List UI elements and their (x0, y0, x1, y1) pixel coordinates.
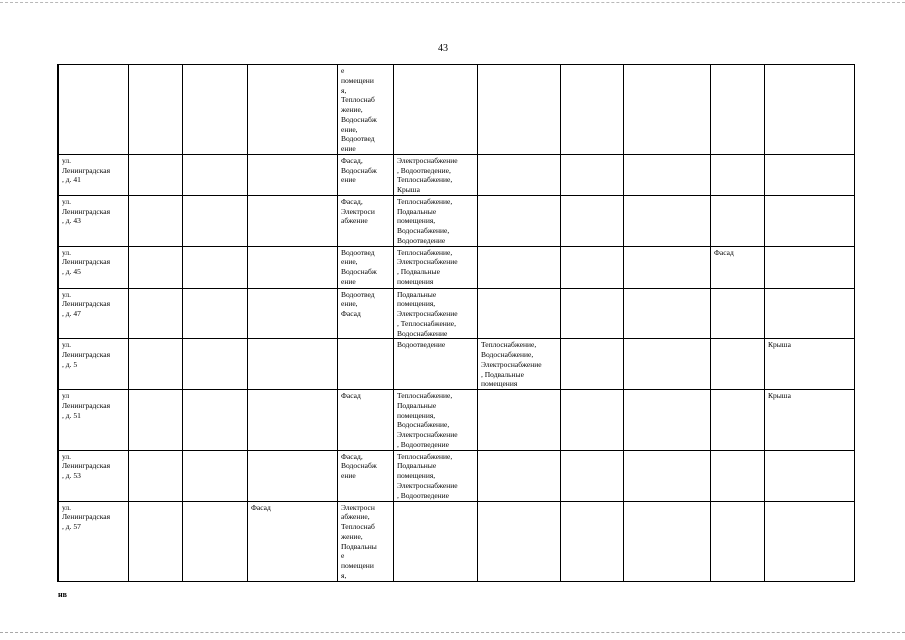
table-cell (248, 450, 338, 501)
table-cell (129, 154, 183, 195)
cell-text: Электроснабжение , Водоотведение, Теплоснабжение, Крыша (397, 155, 458, 194)
table-cell (478, 154, 561, 195)
table-cell (338, 154, 394, 195)
table-cell (394, 390, 478, 451)
table-cell (338, 195, 394, 246)
table-cell (183, 390, 248, 451)
address-cell (59, 195, 129, 246)
table-cell (561, 195, 624, 246)
cell-text (251, 196, 334, 197)
table-cell (129, 246, 183, 288)
table-cell (561, 288, 624, 339)
table-cell (765, 390, 855, 451)
cell-text: Теплоснабжение, Подвальные помещения, Водоснабжение, Водоотведение (397, 196, 453, 245)
table-cell (624, 390, 711, 451)
cell-text (564, 451, 620, 452)
table-cell (183, 339, 248, 390)
cell-text: ул. Ленинградская , д. 47 (62, 289, 111, 318)
cell-text (714, 390, 761, 391)
cell-text (397, 502, 474, 503)
cell-text (481, 289, 557, 290)
cell-text (768, 451, 851, 452)
table-cell (394, 246, 478, 288)
cell-text (627, 155, 707, 156)
cell-text: Фасад (714, 247, 734, 257)
cell-text (564, 196, 620, 197)
cell-text (768, 65, 851, 66)
cell-text (481, 390, 557, 391)
table-cell (248, 246, 338, 288)
cell-text: Водоотвед ение, Водоснабж ение (341, 247, 377, 286)
table-cell (394, 195, 478, 246)
cell-text (186, 339, 244, 340)
cell-text (564, 390, 620, 391)
cell-text (186, 196, 244, 197)
cell-text (627, 339, 707, 340)
table-cell (394, 339, 478, 390)
table-cell (248, 288, 338, 339)
cell-text (251, 155, 334, 156)
cell-text (627, 65, 707, 66)
cell-text (481, 451, 557, 452)
table-cell (129, 339, 183, 390)
cell-text: ул. Ленинградская , д. 53 (62, 451, 111, 480)
table-cell (394, 501, 478, 581)
cell-text: Водоотведение (397, 340, 446, 350)
cell-text (186, 65, 244, 66)
cell-text: Теплоснабжение, Подвальные помещения, Водоснабжение, Электроснабжение , Водоотведение (397, 391, 458, 449)
table-cell (711, 288, 765, 339)
table-row (58, 154, 855, 195)
table-cell (183, 450, 248, 501)
cell-text (251, 247, 334, 248)
cell-text: е помещени я, Теплоснаб жение, Водоснабж ение, Водоотвед ение (341, 66, 377, 153)
table-cell (183, 501, 248, 581)
table-cell (561, 450, 624, 501)
cell-text (714, 155, 761, 156)
cell-text: Теплоснабжение, Электроснабжение , Подвальные помещения (397, 247, 458, 286)
table-cell (561, 65, 624, 155)
cell-text (251, 289, 334, 290)
table-cell (711, 339, 765, 390)
table-cell (338, 65, 394, 155)
table-cell (711, 154, 765, 195)
table-cell (394, 65, 478, 155)
table-cell (624, 195, 711, 246)
table-cell (338, 288, 394, 339)
table-row (58, 246, 855, 288)
cell-text (132, 339, 179, 340)
table-cell (478, 501, 561, 581)
cell-text (132, 247, 179, 248)
table-row (58, 288, 855, 339)
cell-text (564, 247, 620, 248)
table-cell (129, 390, 183, 451)
table-cell (765, 501, 855, 581)
cell-text (186, 502, 244, 503)
table-cell (248, 390, 338, 451)
address-cell (59, 288, 129, 339)
cell-text: Фасад, Электроси абжение (341, 196, 375, 226)
table-row (58, 450, 855, 501)
table-cell (248, 65, 338, 155)
table-cell (338, 450, 394, 501)
table-cell (248, 154, 338, 195)
cell-text (564, 155, 620, 156)
cell-text (251, 339, 334, 340)
table-cell (624, 154, 711, 195)
table-cell (248, 339, 338, 390)
address-cell (59, 450, 129, 501)
cell-text: Водоотвед ение, Фасад (341, 289, 375, 318)
cell-text (341, 339, 390, 340)
table-row (58, 339, 855, 390)
table-cell (711, 246, 765, 288)
cell-text (132, 155, 179, 156)
scan-edge-bottom (0, 632, 905, 633)
cell-text: ул. Ленинградская , д. 57 (62, 502, 111, 531)
table-cell (183, 195, 248, 246)
table-cell (338, 390, 394, 451)
table-cell (624, 65, 711, 155)
cell-text (768, 196, 851, 197)
cell-text: Крыша (768, 340, 791, 350)
cell-text (714, 289, 761, 290)
cell-text (251, 65, 334, 66)
table-cell (765, 195, 855, 246)
cell-text: Теплоснабжение, Водоснабжение, Электроснабжение , Подвальные помещения (481, 340, 542, 389)
cell-text (627, 247, 707, 248)
table-cell (478, 195, 561, 246)
scan-edge-top (0, 2, 905, 3)
cell-text (564, 339, 620, 340)
cell-text (132, 451, 179, 452)
table-cell (561, 390, 624, 451)
table-cell (624, 288, 711, 339)
cell-text (251, 390, 334, 391)
cell-text: ул. Ленинградская , д. 41 (62, 155, 111, 185)
table-cell (478, 288, 561, 339)
cell-text: Фасад, Водоснабж ение (341, 451, 377, 480)
cell-text (768, 155, 851, 156)
table-row (58, 195, 855, 246)
table-cell (183, 154, 248, 195)
table-cell (561, 339, 624, 390)
cell-text: Фасад, Водоснабж ение (341, 155, 377, 185)
table-cell (478, 450, 561, 501)
cell-text (714, 451, 761, 452)
address-cell (59, 65, 129, 155)
cell-text: ул Ленинградская , д. 51 (62, 391, 111, 420)
cell-text (397, 65, 474, 66)
table-cell (765, 65, 855, 155)
cell-text (186, 390, 244, 391)
table-cell (624, 450, 711, 501)
table-cell (183, 246, 248, 288)
cell-text (481, 155, 557, 156)
cell-text: ул. Ленинградская , д. 5 (62, 340, 111, 369)
cell-text: Теплоснабжение, Подвальные помещения, Электроснабжение , Водоотведение (397, 451, 458, 500)
table-cell (183, 65, 248, 155)
table-cell (129, 450, 183, 501)
table-cell (624, 246, 711, 288)
table-cell (394, 154, 478, 195)
table-cell (394, 450, 478, 501)
repair-schedule-table (57, 64, 855, 582)
cell-text (62, 65, 125, 66)
cell-text (186, 247, 244, 248)
cell-text (132, 196, 179, 197)
table-cell (183, 288, 248, 339)
cell-text: ул. Ленинградская , д. 45 (62, 247, 111, 276)
table-cell (129, 65, 183, 155)
table-cell (765, 450, 855, 501)
table-cell (394, 288, 478, 339)
cell-text (627, 451, 707, 452)
table-cell (129, 195, 183, 246)
cell-text (564, 289, 620, 290)
table-cell (765, 339, 855, 390)
cell-text (132, 289, 179, 290)
table-cell (765, 154, 855, 195)
cell-text (714, 502, 761, 503)
cell-text (714, 339, 761, 340)
cell-text: Фасад (341, 391, 361, 400)
table-cell (129, 288, 183, 339)
cell-text (768, 289, 851, 290)
table-cell (624, 339, 711, 390)
table-cell (765, 246, 855, 288)
cell-text: Подвальные помещения, Электроснабжение , Теплоснабжение, Водоснабжение (397, 289, 458, 338)
cell-text (186, 289, 244, 290)
cell-text (481, 502, 557, 503)
cell-text (186, 451, 244, 452)
table-cell (711, 65, 765, 155)
cell-text (714, 65, 761, 66)
footer-note: нв (58, 590, 67, 599)
cell-text (627, 289, 707, 290)
table-cell (561, 501, 624, 581)
table-cell (248, 195, 338, 246)
cell-text (768, 247, 851, 248)
table-cell (338, 501, 394, 581)
table-cell (711, 501, 765, 581)
table-row (58, 390, 855, 451)
table-cell (338, 246, 394, 288)
cell-text (627, 196, 707, 197)
cell-text (627, 390, 707, 391)
table-cell (478, 246, 561, 288)
table-row (58, 501, 855, 581)
table-cell (129, 501, 183, 581)
cell-text (564, 502, 620, 503)
table-cell (478, 390, 561, 451)
address-cell (59, 501, 129, 581)
cell-text (186, 155, 244, 156)
table-cell (478, 339, 561, 390)
cell-text: Крыша (768, 391, 791, 400)
cell-text (132, 502, 179, 503)
table-cell (338, 339, 394, 390)
table-cell (624, 501, 711, 581)
cell-text (768, 502, 851, 503)
page-number: 43 (438, 43, 448, 54)
address-cell (59, 246, 129, 288)
table-cell (711, 390, 765, 451)
cell-text (481, 196, 557, 197)
cell-text: Фасад (251, 502, 271, 512)
cell-text (481, 247, 557, 248)
table-cell (765, 288, 855, 339)
cell-text (714, 196, 761, 197)
address-cell (59, 154, 129, 195)
table-cell (561, 154, 624, 195)
table-cell (711, 450, 765, 501)
address-cell (59, 339, 129, 390)
table-row (58, 65, 855, 155)
table-cell (711, 195, 765, 246)
cell-text (481, 65, 557, 66)
cell-text (627, 502, 707, 503)
table-cell (248, 501, 338, 581)
table-cell (478, 65, 561, 155)
address-cell (59, 390, 129, 451)
cell-text (251, 451, 334, 452)
cell-text (132, 65, 179, 66)
cell-text: Электросн абжение, Теплоснаб жение, Подвальны е помещени я, (341, 502, 377, 580)
cell-text: ул. Ленинградская , д. 43 (62, 196, 111, 226)
cell-text (132, 390, 179, 391)
table-cell (561, 246, 624, 288)
cell-text (564, 65, 620, 66)
